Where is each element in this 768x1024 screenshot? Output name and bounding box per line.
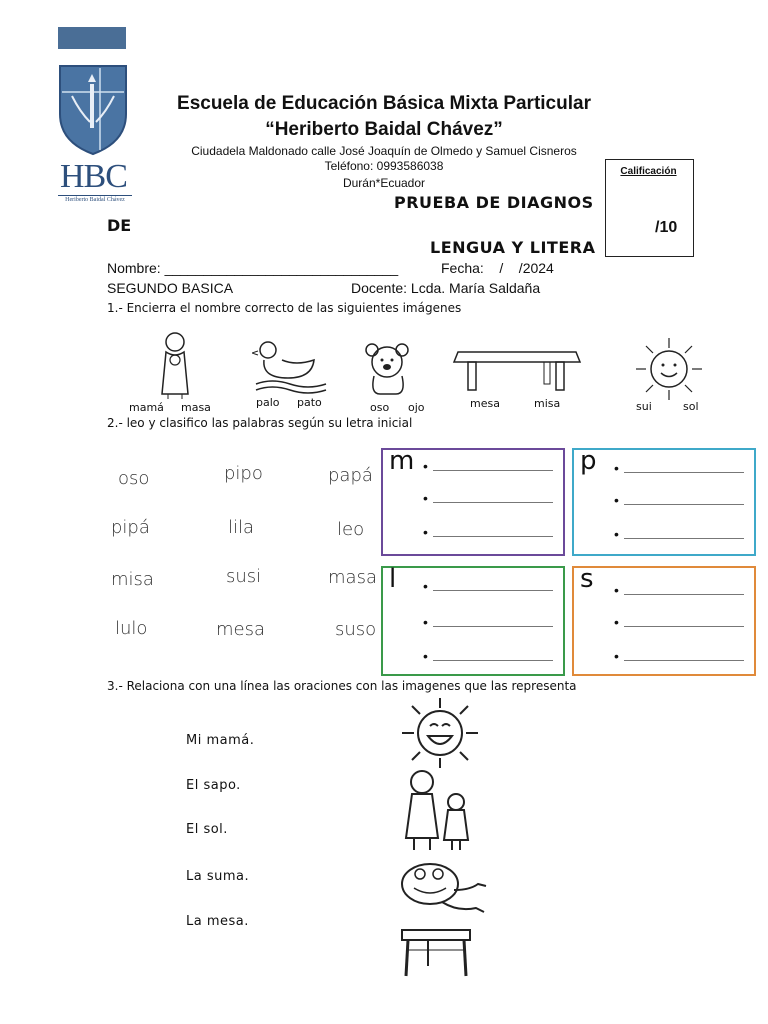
word-item: suso	[335, 619, 377, 640]
logo-subtext: Heriberto Baidal Chávez	[58, 195, 132, 203]
sentence-item[interactable]: Mi mamá.	[186, 733, 255, 748]
bullet: •	[614, 526, 619, 542]
word-item: oso	[118, 468, 150, 489]
q1-option[interactable]: mesa	[470, 397, 500, 410]
school-shield-icon	[58, 62, 128, 156]
grade-label: Calificación	[620, 166, 677, 177]
q1-option[interactable]: pato	[297, 396, 322, 409]
bullet: •	[614, 614, 619, 630]
word-item: pipá	[111, 517, 150, 538]
sun-icon	[626, 338, 712, 400]
word-item: papá	[328, 465, 373, 486]
box-letter: l	[389, 564, 397, 594]
q1-option[interactable]: palo	[256, 396, 280, 409]
course-label: SEGUNDO BASICA	[107, 280, 234, 296]
q1-option[interactable]: sui	[636, 400, 652, 413]
mother-child-icon[interactable]	[398, 768, 474, 852]
sentence-item[interactable]: El sapo.	[186, 778, 241, 793]
school-phone: Teléfono: 0993586038	[324, 159, 444, 173]
question-2: 2.- leo y clasifico las palabras según su letra inicial	[107, 416, 413, 430]
logo-text: HBC	[60, 158, 127, 195]
box-letter: m	[389, 446, 415, 476]
box-letter: p	[580, 446, 597, 476]
teacher-label: Docente: Lcda. María Saldaña	[351, 280, 541, 296]
question-3: 3.- Relaciona con una línea las oraciones con las imagenes que las representa	[107, 679, 577, 693]
classify-box-m	[381, 448, 565, 556]
test-title-de: DE	[107, 216, 132, 235]
girl-icon	[150, 330, 200, 400]
sentence-item[interactable]: El sol.	[186, 822, 228, 837]
sentence-item[interactable]: La suma.	[186, 869, 250, 884]
bullet: •	[423, 458, 428, 474]
logo-top-bar	[58, 27, 126, 49]
q1-option[interactable]: misa	[534, 397, 561, 410]
table-icon	[452, 348, 582, 394]
bullet: •	[423, 490, 428, 506]
name-field[interactable]: Nombre: ______________________________	[107, 260, 399, 276]
bullet: •	[423, 578, 428, 594]
word-item: lila	[228, 517, 255, 538]
school-name-line2: “Heriberto Baidal Chávez”	[265, 119, 503, 140]
sun-icon[interactable]	[392, 698, 488, 768]
box-letter: s	[580, 564, 594, 594]
table-icon[interactable]	[398, 926, 474, 978]
duck-icon	[252, 338, 330, 394]
classify-box-l	[381, 566, 565, 676]
sentence-item[interactable]: La mesa.	[186, 914, 249, 929]
q1-option[interactable]: oso	[370, 401, 390, 414]
subject-title: LENGUA Y LITERA	[430, 238, 596, 257]
bullet: •	[614, 460, 619, 476]
word-item: mesa	[216, 619, 266, 640]
word-item: masa	[328, 567, 377, 588]
bullet: •	[614, 648, 619, 664]
word-item: leo	[337, 519, 365, 540]
bullet: •	[614, 582, 619, 598]
classify-box-p	[572, 448, 756, 556]
school-address: Ciudadela Maldonado calle José Joaquín de Olmedo y Samuel Cisneros	[191, 144, 577, 158]
word-item: lulo	[115, 618, 148, 639]
q1-option[interactable]: sol	[683, 400, 699, 413]
bullet: •	[614, 492, 619, 508]
q1-option[interactable]: masa	[181, 401, 211, 414]
classify-box-s	[572, 566, 756, 676]
bear-icon	[362, 340, 414, 396]
date-field[interactable]: Fecha: / /2024	[441, 260, 554, 276]
q1-option[interactable]: mamá	[129, 401, 164, 414]
school-name-line1: Escuela de Educación Básica Mixta Particular	[177, 93, 591, 114]
question-1: 1.- Encierra el nombre correcto de las siguientes imágenes	[107, 301, 462, 315]
bullet: •	[423, 614, 428, 630]
word-item: pipo	[224, 463, 263, 484]
word-item: susi	[226, 566, 262, 587]
bullet: •	[423, 524, 428, 540]
bullet: •	[423, 648, 428, 664]
frog-icon[interactable]	[398, 860, 488, 918]
grade-value: /10	[655, 219, 678, 236]
word-item: misa	[111, 569, 154, 590]
school-city: Durán*Ecuador	[342, 176, 426, 190]
test-title: PRUEBA DE DIAGNOS	[394, 193, 594, 212]
q1-option[interactable]: ojo	[408, 401, 425, 414]
